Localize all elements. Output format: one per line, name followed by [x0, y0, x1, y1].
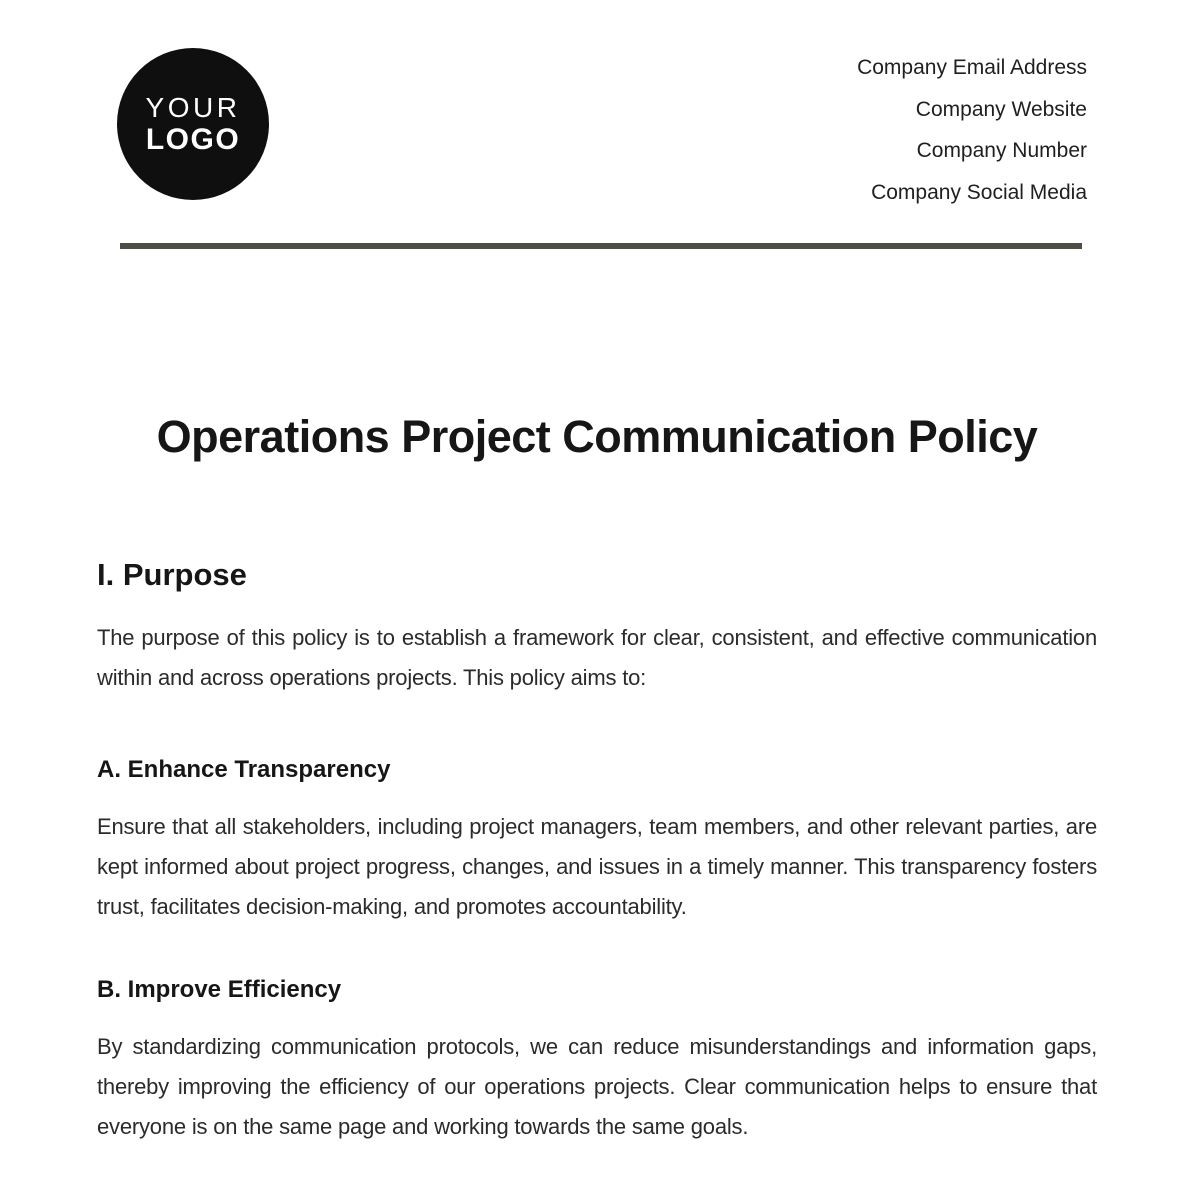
- contact-line-social-media: Company Social Media: [871, 180, 1087, 204]
- section-body-enhance-transparency: Ensure that all stakeholders, including project managers, team members, and other relevant parties, are kept informed about project progress, changes, and issues in a timely manner. This transparency fosters trust, facilitates decision-making, and promotes accountability.: [97, 814, 1097, 919]
- section-heading-enhance-transparency: A. Enhance Transparency: [97, 756, 391, 783]
- section-improve-efficiency: [97, 975, 1097, 1147]
- contact-line-email: Company Email Address: [857, 56, 1087, 79]
- document-title: Operations Project Communication Policy: [156, 411, 1038, 462]
- document-content: [97, 410, 1097, 1147]
- section-body-improve-efficiency: By standardizing communication protocols, we can reduce misunderstandings and information gaps, thereby improving the efficiency of our operations projects. Clear communication helps to ensure that everyone is on the same page and working towards the same goals.: [97, 1034, 1097, 1139]
- section-body-purpose: The purpose of this policy is to establish a framework for clear, consistent, and effective communication within and across operations projects. This policy aims to:: [97, 625, 1097, 690]
- section-heading-purpose: I. Purpose: [97, 557, 247, 592]
- section-purpose: [97, 556, 1097, 698]
- section-heading-improve-efficiency: B. Improve Efficiency: [97, 976, 342, 1003]
- company-logo: [117, 48, 269, 200]
- contact-info-block: [857, 47, 1087, 213]
- section-enhance-transparency: [97, 755, 1097, 927]
- header-divider-rule: [120, 243, 1082, 249]
- document-header: [0, 0, 1200, 243]
- logo-text-your: YOUR: [145, 92, 241, 123]
- contact-line-website: Company Website: [915, 97, 1087, 121]
- logo-text-logo: LOGO: [145, 123, 241, 156]
- contact-line-number: Company Number: [916, 139, 1087, 163]
